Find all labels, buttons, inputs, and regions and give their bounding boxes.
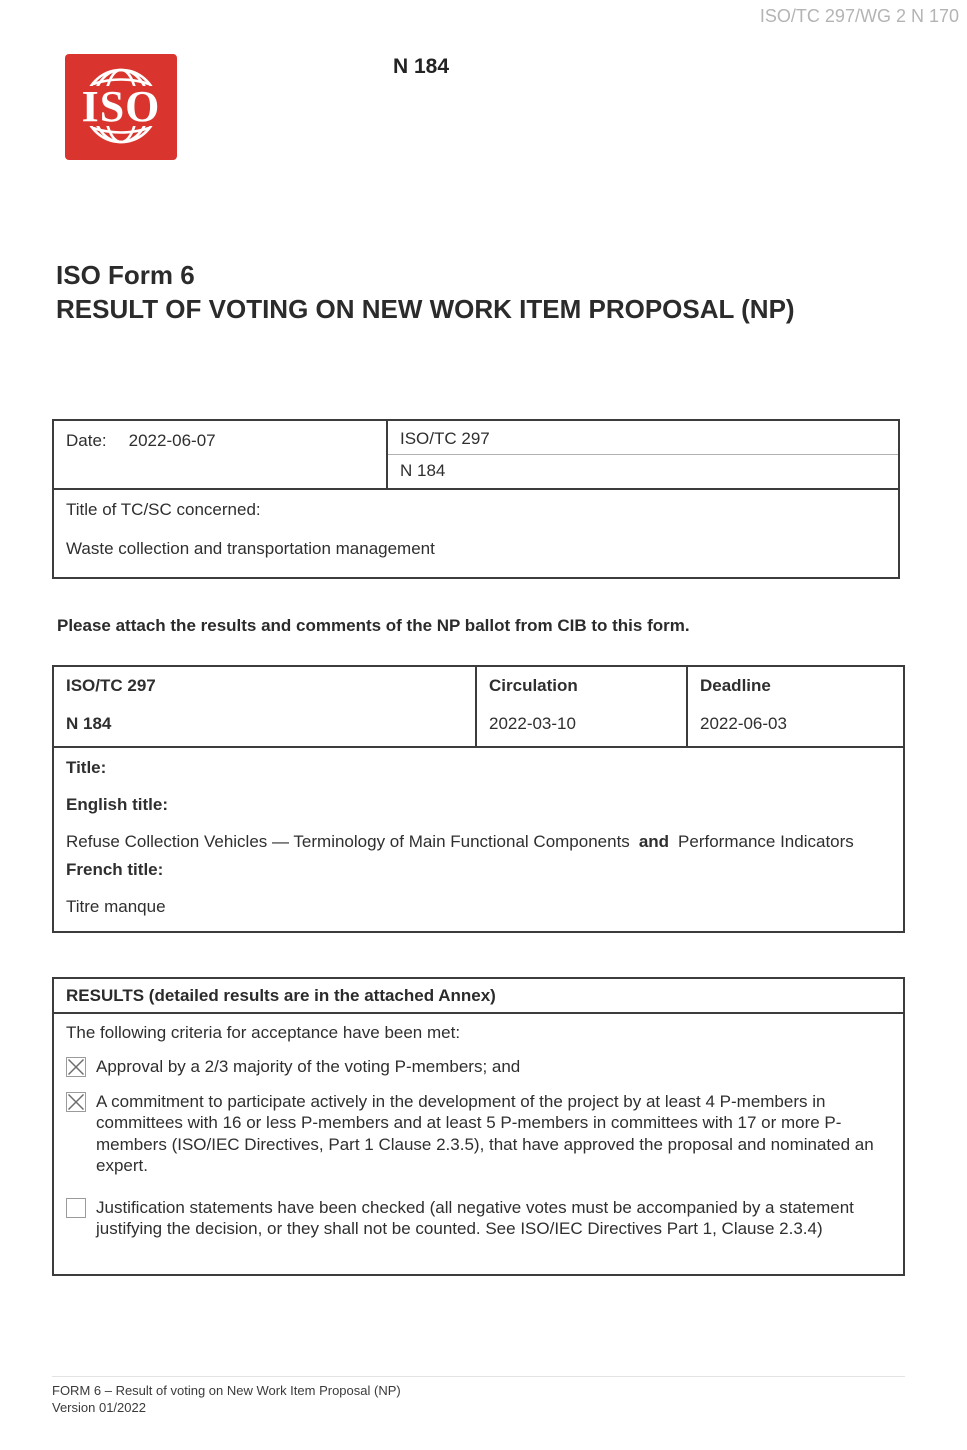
date-value: 2022-06-07	[128, 431, 216, 450]
document-reference: ISO/TC 297/WG 2 N 170	[759, 6, 959, 26]
french-title-label: French title:	[66, 859, 164, 879]
ballot-table	[52, 665, 905, 933]
circulation-date: 2022-03-10	[489, 714, 576, 733]
info-table-row-1	[54, 421, 898, 490]
tc-title-cell	[54, 490, 898, 577]
english-title-value	[66, 831, 874, 853]
checkbox-commitment-participation[interactable]	[66, 1092, 86, 1112]
deadline-date: 2022-06-03	[700, 714, 787, 733]
title-section	[54, 748, 903, 931]
page-title	[56, 258, 795, 326]
tc-title-value: Waste collection and transportation management	[66, 539, 435, 558]
criterion-text: Approval by a 2/3 majority of the voting P-members; and	[96, 1057, 521, 1076]
results-body	[54, 1014, 903, 1274]
english-title-part1: Refuse Collection Vehicles — Terminology of Main Functional Components	[66, 832, 630, 851]
ballot-committee-name: ISO/TC 297	[66, 676, 156, 695]
results-intro: The following criteria for acceptance have been met:	[66, 1023, 461, 1042]
checkbox-x-icon	[67, 1093, 85, 1111]
circulation-cell	[477, 667, 688, 746]
info-table	[52, 419, 900, 579]
document-n-number: N 184	[393, 55, 450, 78]
page-title-line2: RESULT OF VOTING ON NEW WORK ITEM PROPOSAL (NP)	[56, 294, 795, 324]
checkbox-approval-majority[interactable]	[66, 1057, 86, 1077]
checkbox-x-icon	[67, 1058, 85, 1076]
footer-form-name: FORM 6 – Result of voting on New Work Item Proposal (NP)	[52, 1383, 401, 1398]
checkbox-justification-statements[interactable]	[66, 1198, 86, 1218]
attach-instruction: Please attach the results and comments of the NP ballot from CIB to this form.	[57, 616, 690, 635]
footer-version: Version 01/2022	[52, 1400, 146, 1415]
committee-doc-number: N 184	[400, 461, 446, 480]
criterion-row	[66, 1056, 891, 1078]
ballot-table-header-row	[54, 667, 903, 748]
circulation-label: Circulation	[489, 676, 578, 695]
english-title-and: and	[638, 832, 670, 851]
results-header: RESULTS (detailed results are in the attached Annex)	[54, 979, 903, 1014]
criterion-text: A commitment to participate actively in the development of the project by at least 4 P-members in committees with 16 or less P-members and at least 5 P-members in committees with 17 or more P-members (ISO/IEC Directives, Part 1 Clause 2.3.5), that have approved the proposal and nominated an expert.	[96, 1091, 874, 1175]
criterion-row	[66, 1091, 891, 1177]
iso-logo-text: ISO	[81, 82, 161, 131]
title-label: Title:	[66, 758, 107, 777]
deadline-label: Deadline	[700, 676, 771, 695]
results-table	[52, 977, 905, 1276]
page-title-line1: ISO Form 6	[56, 260, 195, 290]
english-title-part2: Performance Indicators	[678, 832, 854, 851]
date-cell	[54, 421, 388, 488]
english-title-label: English title:	[66, 795, 168, 814]
date-label: Date:	[66, 431, 107, 450]
iso-logo	[65, 54, 177, 160]
page-footer	[52, 1376, 905, 1416]
french-title-value: Titre manque	[66, 896, 166, 916]
ballot-doc-number: N 184	[66, 714, 112, 733]
criterion-row	[66, 1197, 891, 1240]
iso-logo-icon	[65, 54, 177, 160]
ballot-committee-cell	[54, 667, 477, 746]
committee-cell	[388, 421, 898, 488]
criterion-text: Justification statements have been checked (all negative votes must be accompanied by a statement justifying the decision, or they shall not be counted. See ISO/IEC Directives Part 1, Clause 2.3.4)	[96, 1197, 854, 1238]
committee-name: ISO/TC 297	[388, 421, 898, 455]
deadline-cell	[688, 667, 903, 746]
tc-title-label: Title of TC/SC concerned:	[66, 500, 261, 519]
